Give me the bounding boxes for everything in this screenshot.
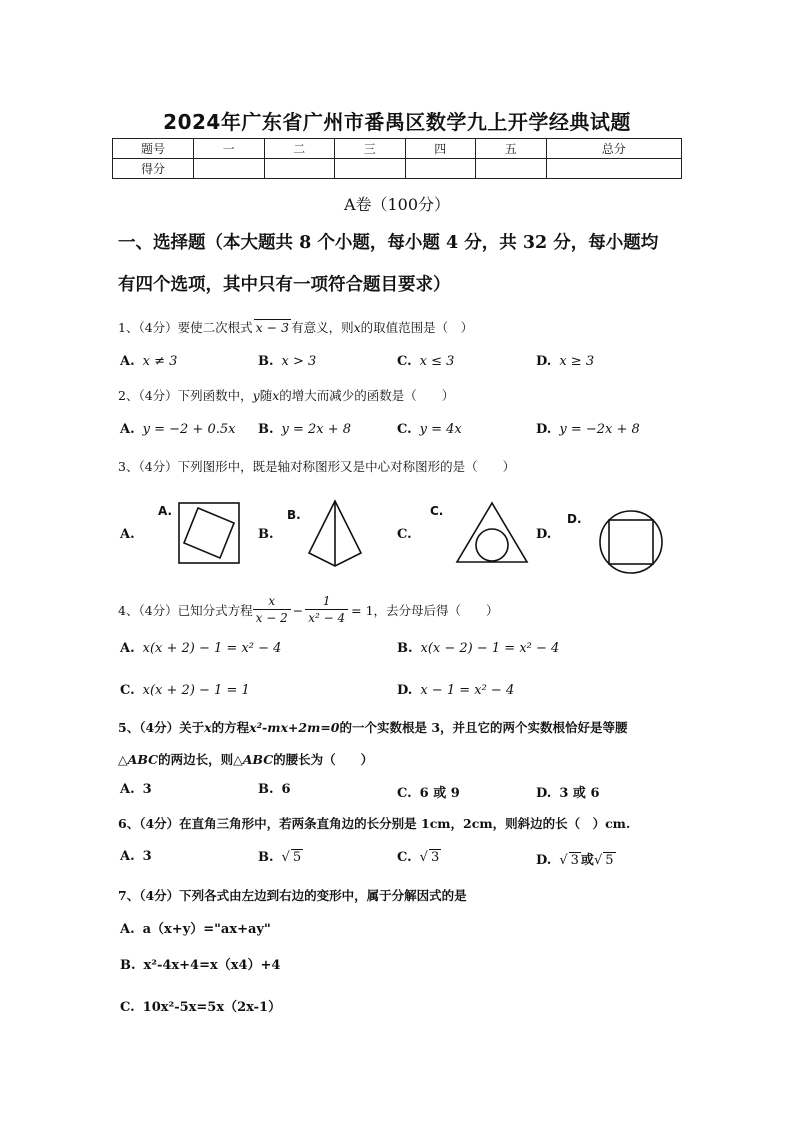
circle-square-figure: [596, 507, 666, 577]
question-3: 3、（4分）下列图形中，既是轴对称图形又是中心对称图形的是（ ）: [118, 459, 516, 474]
q2-option-a[interactable]: A. y = −2 + 0.5x: [120, 422, 236, 437]
q3-option-d[interactable]: D.: [536, 527, 552, 542]
fraction: $\frac{x}{x - 2}$: [253, 594, 291, 626]
figure-label: A.: [158, 504, 173, 518]
score-input-cell[interactable]: [405, 159, 476, 179]
q4-option-a[interactable]: A. x(x + 2) − 1 = x² − 4: [120, 641, 282, 656]
part-heading-line2: 有四个选项，其中只有一项符合题目要求）: [118, 275, 451, 295]
kite-figure: [305, 498, 365, 570]
q7-option-b[interactable]: B. x²-4x+4=x（x4）+4: [120, 958, 281, 973]
q1-option-d[interactable]: D. x ≥ 3: [536, 354, 595, 369]
table-row: [113, 139, 682, 159]
square-rotated-figure: [176, 500, 242, 566]
q2-option-c[interactable]: C. y = 4x: [397, 422, 462, 437]
page-title: 2024年广东省广州市番禺区数学九上开学经典试题: [163, 110, 631, 134]
question-1: 1、（4分）要使二次根式 x − 3 有意义，则x的取值范围是（ ）: [118, 320, 474, 335]
table-row: [113, 159, 682, 179]
table-cell: 四: [405, 139, 476, 159]
question-5-line1: 5、（4分）关于x的方程x²-mx+2m=0的一个实数根是 3，并且它的两个实数根恰好是等腰: [118, 720, 628, 735]
sqrt-radicand: x − 3: [255, 320, 290, 335]
q2-option-b[interactable]: B. y = 2x + 8: [258, 422, 352, 437]
table-cell: 总分: [546, 139, 682, 159]
table-cell: 二: [264, 139, 335, 159]
fraction: $\frac{1}{\text{x² − 4}}$: [305, 594, 348, 626]
question-4: 4、（4分）已知分式方程 $\frac{x}{x - 2}$ − $\frac{1}{\text{x² − 4}}$ = 1 ，去分母后得（ ）: [118, 594, 499, 625]
q6-option-b[interactable]: B. √ 5: [258, 850, 302, 865]
figure-label: C.: [430, 504, 444, 518]
q6-option-a[interactable]: A. 3: [120, 849, 152, 864]
q5-option-a[interactable]: A. 3: [120, 782, 152, 797]
q7-option-c[interactable]: C. 10x²-5x=5x（2x-1）: [120, 1000, 282, 1015]
figure-label: D.: [567, 512, 582, 526]
table-cell: 题号: [113, 139, 194, 159]
q6-option-d[interactable]: D. √ 3 或√ 5: [536, 853, 614, 868]
q7-option-a[interactable]: A. a（x+y）="ax+ay": [120, 922, 271, 937]
q4-option-c[interactable]: C. x(x + 2) − 1 = 1: [120, 683, 250, 698]
q5-option-d[interactable]: D. 3 或 6: [536, 786, 600, 801]
section-heading: A卷（100分）: [343, 195, 451, 214]
score-input-cell[interactable]: [335, 159, 406, 179]
table-cell: 三: [335, 139, 406, 159]
question-5-line2: △ABC的两边长，则△ABC的腰长为（ ）: [118, 752, 374, 767]
table-cell: 一: [194, 139, 265, 159]
q3-option-a[interactable]: A.: [120, 527, 135, 542]
table-cell: 五: [476, 139, 547, 159]
score-input-cell[interactable]: [264, 159, 335, 179]
figure-label: B.: [287, 508, 301, 522]
q4-option-b[interactable]: B. x(x − 2) − 1 = x² − 4: [397, 641, 560, 656]
q5-option-c[interactable]: C. 6 或 9: [397, 786, 460, 801]
table-cell: 得分: [113, 159, 194, 179]
q3-option-b[interactable]: B.: [258, 527, 274, 542]
score-input-cell[interactable]: [546, 159, 682, 179]
q3-option-c[interactable]: C.: [397, 527, 412, 542]
score-input-cell[interactable]: [476, 159, 547, 179]
q4-option-d[interactable]: D. x − 1 = x² − 4: [397, 683, 515, 698]
q5-option-b[interactable]: B. 6: [258, 782, 291, 797]
q1-option-b[interactable]: B. x > 3: [258, 354, 317, 369]
part-heading-line1: 一、选择题（本大题共 8 个小题，每小题 4 分，共 32 分，每小题均: [118, 233, 659, 253]
question-6: 6、（4分）在直角三角形中，若两条直角边的长分别是 1cm，2cm，则斜边的长（ ）cm.: [118, 816, 631, 831]
question-7: 7、（4分）下列各式由左边到右边的变形中，属于分解因式的是: [118, 888, 467, 903]
q6-option-c[interactable]: C. √ 3: [397, 850, 440, 865]
question-2: 2、（4分）下列函数中，y随x的增大而减少的函数是（ ）: [118, 388, 455, 403]
score-input-cell[interactable]: [194, 159, 265, 179]
q2-option-d[interactable]: D. y = −2x + 8: [536, 422, 640, 437]
q1-option-a[interactable]: A. x ≠ 3: [120, 354, 178, 369]
score-table: [112, 138, 682, 179]
triangle-circle-figure: [454, 500, 530, 566]
q1-option-c[interactable]: C. x ≤ 3: [397, 354, 455, 369]
